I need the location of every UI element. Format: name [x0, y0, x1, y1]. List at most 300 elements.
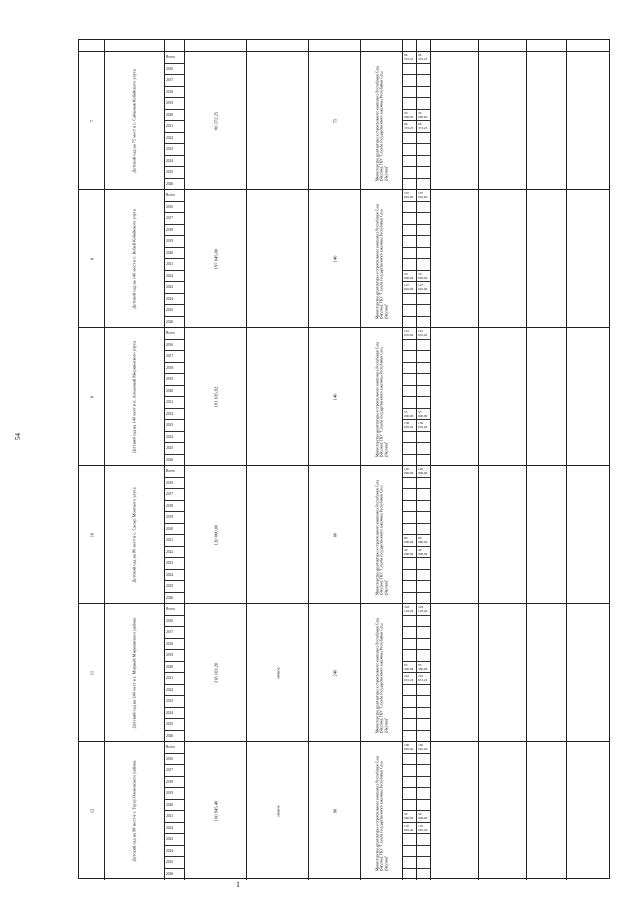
financing-subrow: [403, 673, 416, 685]
header-cell: [431, 40, 479, 51]
extra-subrow: [417, 708, 430, 720]
financing-value: -: [404, 216, 406, 221]
financing-value: -: [404, 503, 406, 508]
year-label: 2024: [166, 572, 174, 577]
extra-subrow: [417, 800, 430, 812]
header-cell: [79, 40, 105, 51]
extra-subrow: [417, 731, 430, 742]
financing-value: -: [404, 458, 406, 463]
year-subrow: [165, 271, 184, 283]
header-cell: [309, 40, 361, 51]
year-label: 2020: [166, 112, 174, 117]
extra-value: 55 000,00: [418, 409, 428, 418]
row-number: 8: [88, 257, 94, 260]
extra-value: 96 372,25: [418, 53, 428, 62]
extra-subrow: [417, 213, 430, 225]
financing-value: -: [404, 492, 406, 497]
table-row: [79, 190, 609, 328]
extra-value: 191 635,92: [418, 329, 428, 338]
construction-type-cell: [247, 52, 309, 189]
financing-subrow: [403, 52, 416, 64]
financing-value: -: [404, 101, 406, 106]
object-name: Детский сад на 140 мест в с. Кобяй Кобяйского улуса: [131, 208, 137, 309]
year-subrow: [165, 478, 184, 490]
financing-value: -: [404, 572, 406, 577]
extra-value: 50 000,00: [418, 812, 428, 821]
financing-value: -: [404, 135, 406, 140]
financing-value: -: [404, 250, 406, 255]
extra-subrow: [417, 317, 430, 328]
year-label: 2022: [166, 825, 174, 830]
financing-subrow: [403, 581, 416, 593]
year-subrow: [165, 179, 184, 190]
financing-subrow: [403, 765, 416, 777]
customer-name: Министерство архитектуры и строительного комплекса Республики Саха (Якутия), ГКУ "Служба государственного заказчика Республики Саха (Якутия)": [375, 479, 388, 595]
year-subrow: [165, 98, 184, 110]
extra-subrow: [417, 167, 430, 179]
financing-subrow: [403, 259, 416, 271]
financing-subrow: [403, 167, 416, 179]
extra-subrow: [417, 857, 430, 869]
financing-subrow: [403, 294, 416, 306]
object-name-cell: [105, 604, 165, 741]
extra-subrow: [417, 156, 430, 168]
construction-type: новое: [274, 666, 280, 679]
customer-cell: [361, 466, 406, 603]
object-name-cell: [105, 466, 165, 603]
object-name: Детский сад на 98 мест в г. Тауэр Оленекского района: [131, 760, 137, 862]
estimated-cost-cell: [185, 190, 247, 327]
capacity-cell: [309, 328, 361, 465]
year-subrow: [165, 190, 184, 202]
financing-value: -: [404, 791, 406, 796]
financing-subrow: [403, 869, 416, 881]
financing-value: -: [404, 584, 406, 589]
year-subrow: [165, 547, 184, 559]
year-label: 2016: [166, 342, 174, 347]
financing-value: 191 635,92: [404, 329, 414, 338]
year-subrow: [165, 75, 184, 87]
extra-subrow: [417, 834, 430, 846]
financing-subrow: [403, 512, 416, 524]
financing-value: -: [404, 354, 406, 359]
financing-value: 40 000,00: [404, 547, 414, 556]
financing-subrow: [403, 340, 416, 352]
years-cell: [165, 742, 185, 880]
extra-subrow: [417, 501, 430, 513]
year-label: 2021: [166, 124, 174, 129]
empty-cell: [431, 52, 479, 189]
financing-subrow: [403, 328, 416, 340]
year-label: 2026: [166, 320, 174, 325]
years-cell: [165, 52, 185, 189]
year-label: 2022: [166, 135, 174, 140]
financing-subrow: [403, 800, 416, 812]
financing-subrow: [403, 75, 416, 87]
extra-subrow: [417, 225, 430, 237]
object-name-cell: [105, 190, 165, 327]
financing-subrow: [403, 374, 416, 386]
year-label: Всего: [166, 193, 175, 198]
extra-subrow: [417, 650, 430, 662]
financing-value: 55 000,00: [404, 409, 414, 418]
year-subrow: [165, 535, 184, 547]
customer-name: Министерство архитектуры и строительного комплекса Республики Саха (Якутия), ГКУ "Служба государственного заказчика Республики Саха (Якутия)": [375, 65, 388, 181]
financing-value: -: [404, 377, 406, 382]
year-label: 2024: [166, 158, 174, 163]
extra-subrow: [417, 777, 430, 789]
financing-value: 80 000,00: [404, 536, 414, 545]
extra-subrow: [417, 420, 430, 432]
year-subrow: [165, 811, 184, 823]
customer-name: Министерство архитектуры и строительного комплекса Республики Саха (Якутия), ГКУ "Служба государственного заказчика Республики Саха (Якутия)": [375, 341, 388, 457]
year-label: 2022: [166, 549, 174, 554]
financing-value: -: [404, 779, 406, 784]
year-subrow: [165, 213, 184, 225]
extra-value: 147 045,00: [418, 283, 428, 292]
estimated-cost-cell: [185, 742, 247, 880]
years-cell: [165, 190, 185, 327]
year-subrow: [165, 857, 184, 869]
extra-subrow: [417, 570, 430, 582]
empty-cell: [527, 190, 567, 327]
financing-subrow: [403, 846, 416, 858]
financing-value: 147 045,00: [404, 283, 414, 292]
extra-subrow: [417, 627, 430, 639]
year-subrow: [165, 742, 184, 754]
year-label: 2016: [166, 618, 174, 623]
extra-subrow: [417, 259, 430, 271]
extra-subrow: [417, 443, 430, 455]
year-subrow: [165, 374, 184, 386]
financing-value: -: [404, 342, 406, 347]
empty-cell: [567, 466, 609, 603]
year-label: 2017: [166, 354, 174, 359]
financing-value: -: [404, 446, 406, 451]
extra-subrow: [417, 52, 430, 64]
financing-value: -: [404, 699, 406, 704]
year-label: 2016: [166, 204, 174, 209]
row-number-cell: [79, 466, 105, 603]
financing-value: 136 635,92: [404, 421, 414, 430]
extra-value: 222 672,24: [418, 674, 428, 683]
year-subrow: [165, 639, 184, 651]
financing-value: 66 372,25: [404, 122, 414, 131]
year-subrow: [165, 133, 184, 145]
customer-cell: [361, 52, 406, 189]
empty-cell: [567, 328, 609, 465]
financing-value: -: [404, 526, 406, 531]
financing-subrow: [403, 133, 416, 145]
year-subrow: [165, 466, 184, 478]
year-subrow: [165, 294, 184, 306]
financing-value: -: [404, 400, 406, 405]
financing-subrow: [403, 696, 416, 708]
extra-value: 110 945,40: [418, 823, 428, 832]
year-subrow: [165, 650, 184, 662]
extra-value: 95 430,96: [418, 662, 428, 671]
year-label: 2023: [166, 837, 174, 842]
extra-financing-cell: [417, 52, 431, 189]
financing-subrow: [403, 156, 416, 168]
year-subrow: [165, 823, 184, 835]
financing-subrow: [403, 190, 416, 202]
year-subrow: [165, 282, 184, 294]
extra-subrow: [417, 581, 430, 593]
financing-subrow: [403, 397, 416, 409]
table-row: [79, 52, 609, 190]
extra-value: 318 103,20: [418, 605, 428, 614]
extra-subrow: [417, 869, 430, 881]
financing-subrow: [403, 857, 416, 869]
extra-subrow: [417, 604, 430, 616]
extra-subrow: [417, 524, 430, 536]
year-subrow: [165, 363, 184, 375]
financing-subrow: [403, 98, 416, 110]
construction-type-cell: [247, 190, 309, 327]
year-label: 2024: [166, 710, 174, 715]
years-cell: [165, 328, 185, 465]
financing-value: -: [404, 66, 406, 71]
year-subrow: [165, 604, 184, 616]
customer-cell: [361, 190, 406, 327]
financing-subrow: [403, 593, 416, 604]
financing-subrow: [403, 202, 416, 214]
year-label: 2019: [166, 239, 174, 244]
extra-subrow: [417, 673, 430, 685]
year-subrow: [165, 719, 184, 731]
financing-value: -: [404, 204, 406, 209]
customer-cell: [361, 604, 406, 741]
extra-financing-cell: [417, 190, 431, 327]
financing-value: -: [404, 388, 406, 393]
year-label: 2019: [166, 101, 174, 106]
year-subrow: [165, 489, 184, 501]
extra-subrow: [417, 742, 430, 754]
year-subrow: [165, 397, 184, 409]
financing-subrow: [403, 455, 416, 466]
year-subrow: [165, 731, 184, 742]
extra-value: 50 000,00: [418, 271, 428, 280]
financing-subrow: [403, 144, 416, 156]
customer-cell: [361, 742, 406, 880]
extra-subrow: [417, 133, 430, 145]
year-label: 2026: [166, 182, 174, 187]
header-cell: [185, 40, 247, 51]
year-subrow: [165, 765, 184, 777]
footer-mark: 1: [236, 880, 240, 889]
extra-subrow: [417, 719, 430, 731]
financing-value: -: [404, 320, 406, 325]
empty-cell: [479, 604, 527, 741]
year-label: 2018: [166, 89, 174, 94]
row-number: 11: [88, 670, 94, 675]
financing-subrow: [403, 823, 416, 835]
extra-subrow: [417, 110, 430, 122]
year-subrow: [165, 627, 184, 639]
extra-financing-cell: [417, 328, 431, 465]
year-subrow: [165, 340, 184, 352]
estimated-cost-cell: [185, 328, 247, 465]
extra-subrow: [417, 271, 430, 283]
financing-subrow: [403, 386, 416, 398]
extra-subrow: [417, 202, 430, 214]
empty-cell: [527, 328, 567, 465]
year-label: 2025: [166, 584, 174, 589]
year-subrow: [165, 558, 184, 570]
object-name: Детский сад на 80 мест в с. Сасыр Момского улуса: [131, 486, 137, 583]
extra-subrow: [417, 294, 430, 306]
year-subrow: [165, 754, 184, 766]
year-label: 2021: [166, 814, 174, 819]
extra-subrow: [417, 662, 430, 674]
capacity: 75: [331, 118, 337, 123]
year-label: 2023: [166, 561, 174, 566]
row-number-cell: [79, 190, 105, 327]
year-subrow: [165, 156, 184, 168]
year-subrow: [165, 455, 184, 466]
year-subrow: [165, 259, 184, 271]
year-label: 2021: [166, 400, 174, 405]
financing-value: -: [404, 561, 406, 566]
year-label: 2016: [166, 66, 174, 71]
year-subrow: [165, 581, 184, 593]
row-number: 10: [88, 532, 94, 537]
year-subrow: [165, 834, 184, 846]
year-subrow: [165, 662, 184, 674]
year-subrow: [165, 305, 184, 317]
extra-subrow: [417, 121, 430, 133]
year-label: 2024: [166, 434, 174, 439]
extra-subrow: [417, 639, 430, 651]
customer-cell: [361, 328, 406, 465]
financing-value: 120 000,00: [404, 467, 414, 476]
financing-value: -: [404, 239, 406, 244]
extra-subrow: [417, 64, 430, 76]
year-label: 2019: [166, 515, 174, 520]
extra-subrow: [417, 351, 430, 363]
financing-value: 30 000,00: [404, 110, 414, 119]
financing-subrow: [403, 489, 416, 501]
capacity-cell: [309, 604, 361, 741]
year-label: Всего: [166, 607, 175, 612]
program-table: [78, 39, 610, 879]
financing-cell: [403, 190, 417, 327]
extra-subrow: [417, 179, 430, 190]
year-label: 2020: [166, 526, 174, 531]
year-subrow: [165, 800, 184, 812]
header-cell: [361, 40, 403, 51]
financing-value: -: [404, 515, 406, 520]
extra-subrow: [417, 432, 430, 444]
capacity-cell: [309, 52, 361, 189]
empty-cell: [567, 604, 609, 741]
year-label: 2023: [166, 699, 174, 704]
empty-cell: [431, 190, 479, 327]
empty-cell: [527, 742, 567, 880]
year-label: 2017: [166, 78, 174, 83]
financing-value: -: [404, 365, 406, 370]
extra-subrow: [417, 386, 430, 398]
estimated-cost: 191 635,92: [212, 386, 218, 407]
estimated-cost-cell: [185, 52, 247, 189]
financing-subrow: [403, 443, 416, 455]
year-subrow: [165, 409, 184, 421]
year-label: 2019: [166, 791, 174, 796]
year-label: 2025: [166, 722, 174, 727]
extra-subrow: [417, 754, 430, 766]
financing-value: 50 000,00: [404, 271, 414, 280]
extra-subrow: [417, 593, 430, 604]
financing-subrow: [403, 777, 416, 789]
year-subrow: [165, 248, 184, 260]
construction-type-cell: [247, 742, 309, 880]
financing-value: -: [404, 227, 406, 232]
table-row: [79, 328, 609, 466]
capacity-cell: [309, 742, 361, 880]
year-subrow: [165, 432, 184, 444]
financing-value: 160 945,40: [404, 743, 414, 752]
extra-financing-cell: [417, 466, 431, 603]
financing-value: -: [404, 722, 406, 727]
financing-value: -: [404, 89, 406, 94]
extra-subrow: [417, 558, 430, 570]
extra-subrow: [417, 489, 430, 501]
object-name-cell: [105, 742, 165, 880]
financing-cell: [403, 742, 417, 880]
estimated-cost: 318 103,20: [212, 662, 218, 683]
year-label: 2026: [166, 872, 174, 877]
financing-subrow: [403, 639, 416, 651]
empty-cell: [479, 742, 527, 880]
extra-subrow: [417, 236, 430, 248]
financing-value: 95 430,96: [404, 662, 414, 671]
empty-cell: [527, 52, 567, 189]
row-number-cell: [79, 604, 105, 741]
extra-subrow: [417, 478, 430, 490]
row-number: 9: [88, 395, 94, 398]
financing-subrow: [403, 110, 416, 122]
year-label: 2026: [166, 458, 174, 463]
year-subrow: [165, 225, 184, 237]
year-subrow: [165, 87, 184, 99]
financing-subrow: [403, 179, 416, 190]
financing-value: -: [404, 630, 406, 635]
financing-subrow: [403, 248, 416, 260]
financing-subrow: [403, 236, 416, 248]
year-subrow: [165, 501, 184, 513]
customer-name: Министерство архитектуры и строительного комплекса Республики Саха (Якутия), ГКУ "Служба государственного заказчика Республики Саха (Якутия)": [375, 203, 388, 319]
year-subrow: [165, 777, 184, 789]
years-cell: [165, 604, 185, 741]
empty-cell: [527, 604, 567, 741]
year-subrow: [165, 846, 184, 858]
financing-value: 50 000,00: [404, 812, 414, 821]
financing-subrow: [403, 466, 416, 478]
empty-cell: [527, 466, 567, 603]
empty-cell: [479, 190, 527, 327]
financing-subrow: [403, 731, 416, 742]
financing-subrow: [403, 788, 416, 800]
year-subrow: [165, 443, 184, 455]
financing-subrow: [403, 317, 416, 328]
year-subrow: [165, 685, 184, 697]
capacity-cell: [309, 190, 361, 327]
year-subrow: [165, 616, 184, 628]
year-subrow: [165, 167, 184, 179]
financing-subrow: [403, 271, 416, 283]
year-label: 2016: [166, 756, 174, 761]
